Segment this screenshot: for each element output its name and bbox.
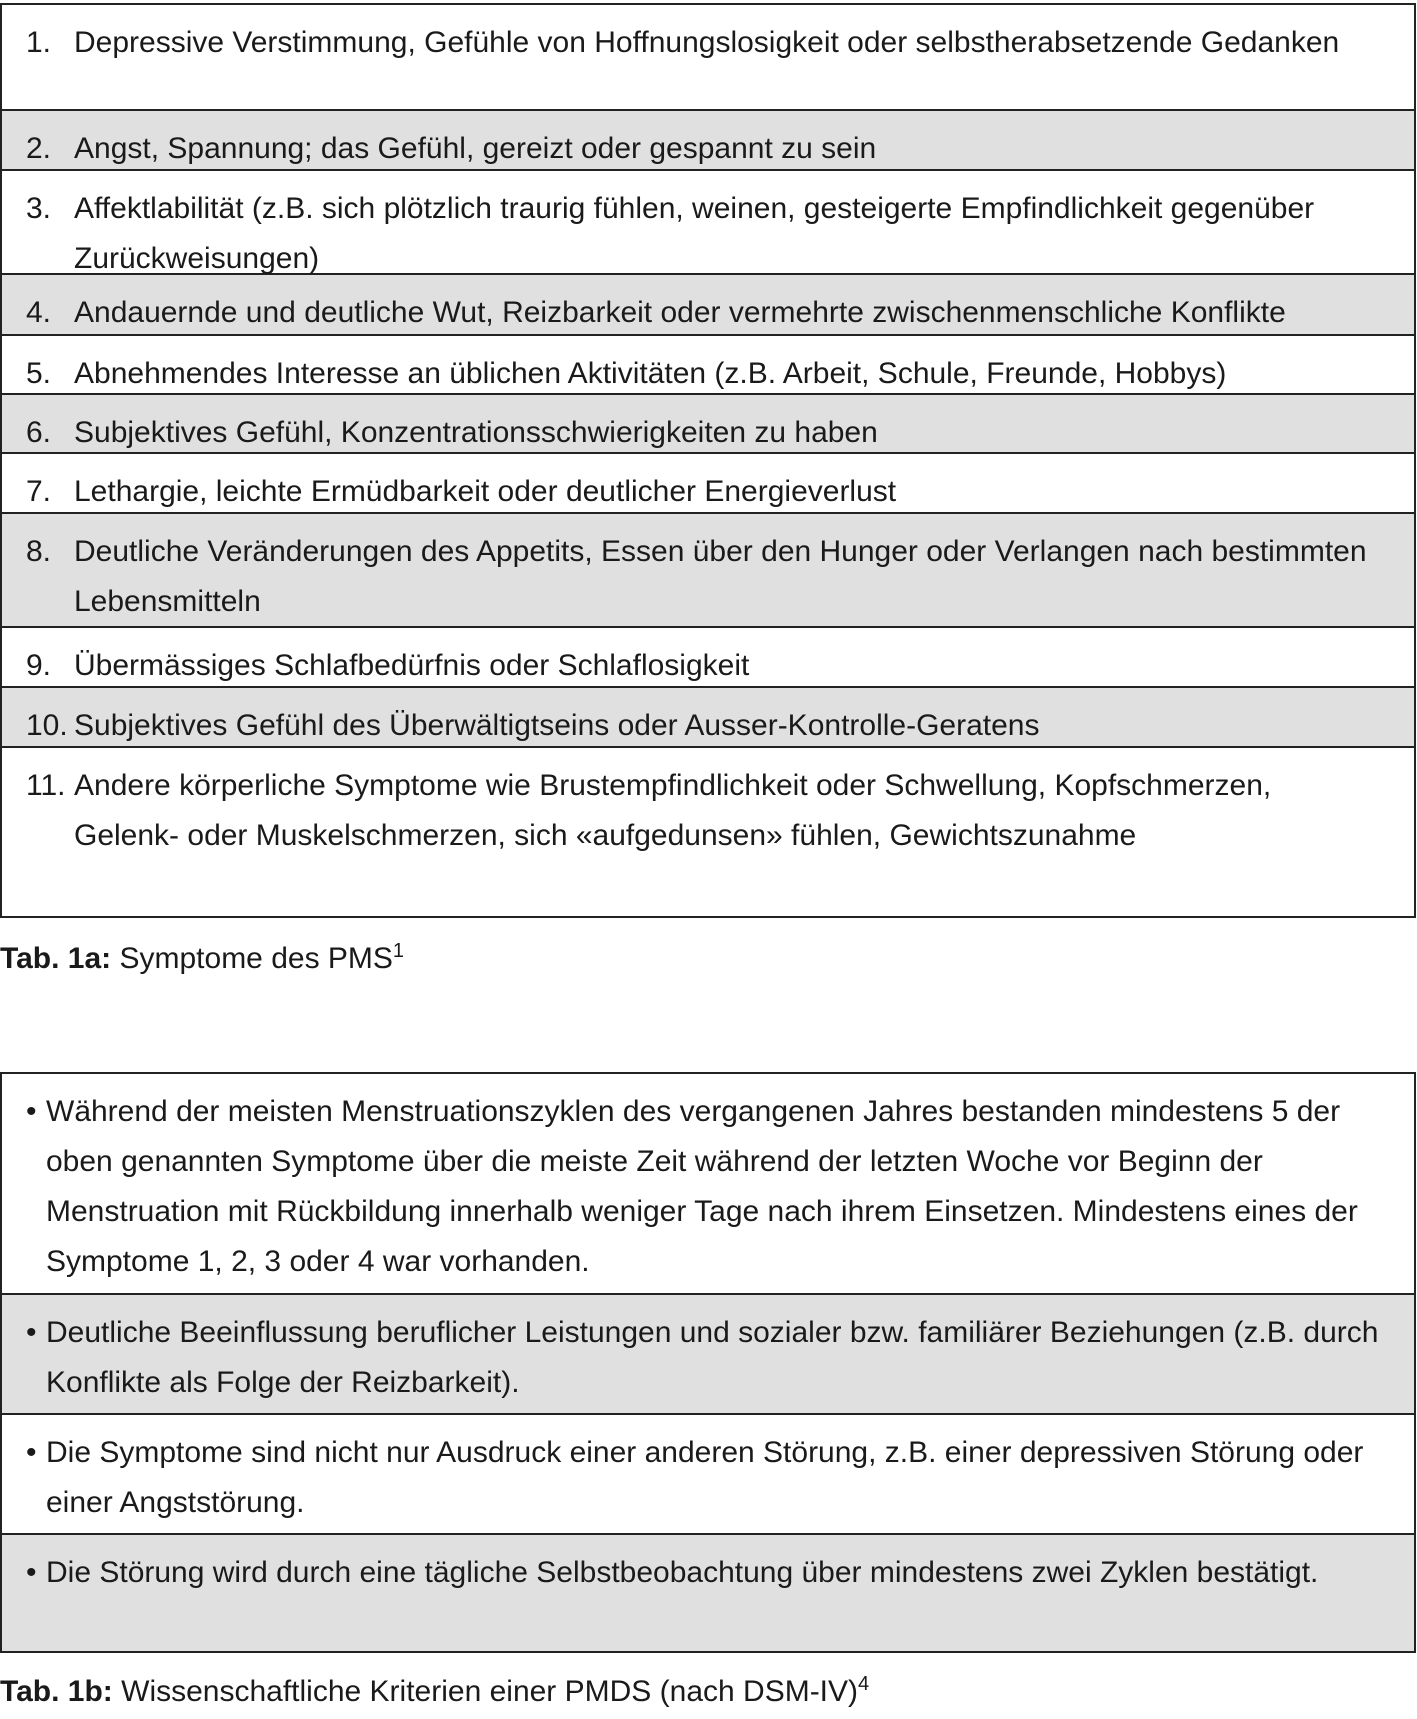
row-text: Subjektives Gefühl, Konzentrationsschwierigkeiten zu haben [74,416,878,449]
table-row [2,1535,1414,1651]
row-number: 7. [26,475,52,508]
row-text: Subjektives Gefühl des Überwältigtseins oder Ausser-Kontrolle-Geratens [74,709,1040,742]
caption-text: Symptome des PMS [119,942,393,975]
row-number: 10. [26,709,68,742]
bullet-icon: • [26,1436,37,1469]
caption-text: Wissenschaftliche Kriterien einer PMDS (nach DSM-IV) [121,1675,859,1708]
table-row [2,395,1414,454]
row-number: 6. [26,416,52,449]
table-row [2,171,1414,275]
table-row [2,688,1414,748]
row-text: Deutliche Veränderungen des Appetits, Essen über den Hunger oder Verlangen nach bestimmten Lebensmitteln [74,535,1367,618]
footnote-ref: 4 [858,1673,870,1695]
row-text: Deutliche Beeinflussung beruflicher Leistungen und sozialer bzw. familiärer Beziehungen (z.B. durch Konflikte als Folge der Reizbarkeit). [46,1316,1379,1399]
row-number: 5. [26,357,52,390]
row-number: 8. [26,535,52,568]
caption-label: Tab. 1a: [0,942,112,975]
row-text: Abnehmendes Interesse an üblichen Aktivitäten (z.B. Arbeit, Schule, Freunde, Hobbys) [74,357,1227,390]
symptom-table [0,3,1416,918]
row-text: Übermässiges Schlafbedürfnis oder Schlaflosigkeit [74,649,750,682]
table-row [2,748,1414,916]
table-row [2,514,1414,628]
table-caption [0,1672,869,1712]
table-row [2,5,1414,111]
row-text: Lethargie, leichte Ermüdbarkeit oder deutlicher Energieverlust [74,475,897,508]
table-row [2,111,1414,171]
row-number: 3. [26,192,52,225]
table-row [2,628,1414,688]
row-text: Andere körperliche Symptome wie Brustempfindlichkeit oder Schwellung, Kopfschmerzen, Gelenk- oder Muskelschmerzen, sich «aufgedunsen» fühlen, Gewichtszunahme [74,769,1272,852]
table-row [2,336,1414,395]
row-number: 1. [26,26,52,59]
caption-label: Tab. 1b: [0,1675,113,1708]
row-number: 11. [26,769,66,802]
footnote-ref: 1 [392,940,405,962]
bullet-icon: • [26,1095,37,1128]
table-row [2,454,1414,514]
table-row [2,275,1414,336]
table-row [2,1074,1414,1295]
row-text: Die Störung wird durch eine tägliche Selbstbeobachtung über mindestens zwei Zyklen bestätigt. [46,1556,1319,1589]
bullet-icon: • [26,1556,37,1589]
row-text: Angst, Spannung; das Gefühl, gereizt oder gespannt zu sein [74,132,877,165]
row-number: 2. [26,132,52,165]
row-text: Affektlabilität (z.B. sich plötzlich traurig fühlen, weinen, gesteigerte Empfindlichkeit gegenüber Zurückweisungen) [74,192,1315,275]
row-text: Depressive Verstimmung, Gefühle von Hoffnungslosigkeit oder selbstherabsetzende Gedanken [74,26,1340,59]
table-caption [0,939,404,979]
bullet-icon: • [26,1316,37,1349]
table-row [2,1415,1414,1535]
table-row [2,1295,1414,1415]
row-text: Andauernde und deutliche Wut, Reizbarkeit oder vermehrte zwischenmenschliche Konflikte [74,296,1286,329]
row-number: 4. [26,296,52,329]
criteria-table [0,1072,1416,1653]
row-number: 9. [26,649,52,682]
row-text: Die Symptome sind nicht nur Ausdruck einer anderen Störung, z.B. einer depressiven Störung oder einer Angststörung. [46,1436,1364,1519]
row-text: Während der meisten Menstruationszyklen des vergangenen Jahres bestanden mindestens 5 der oben genannten Symptome über die meiste Zeit während der letzten Woche vor Beginn der Menstruation mit Rückbildung innerhalb weniger Tage nach ihrem Einsetzen. Mindestens eines der Symptome 1, 2, 3 oder 4 war vorhanden. [46,1095,1358,1278]
